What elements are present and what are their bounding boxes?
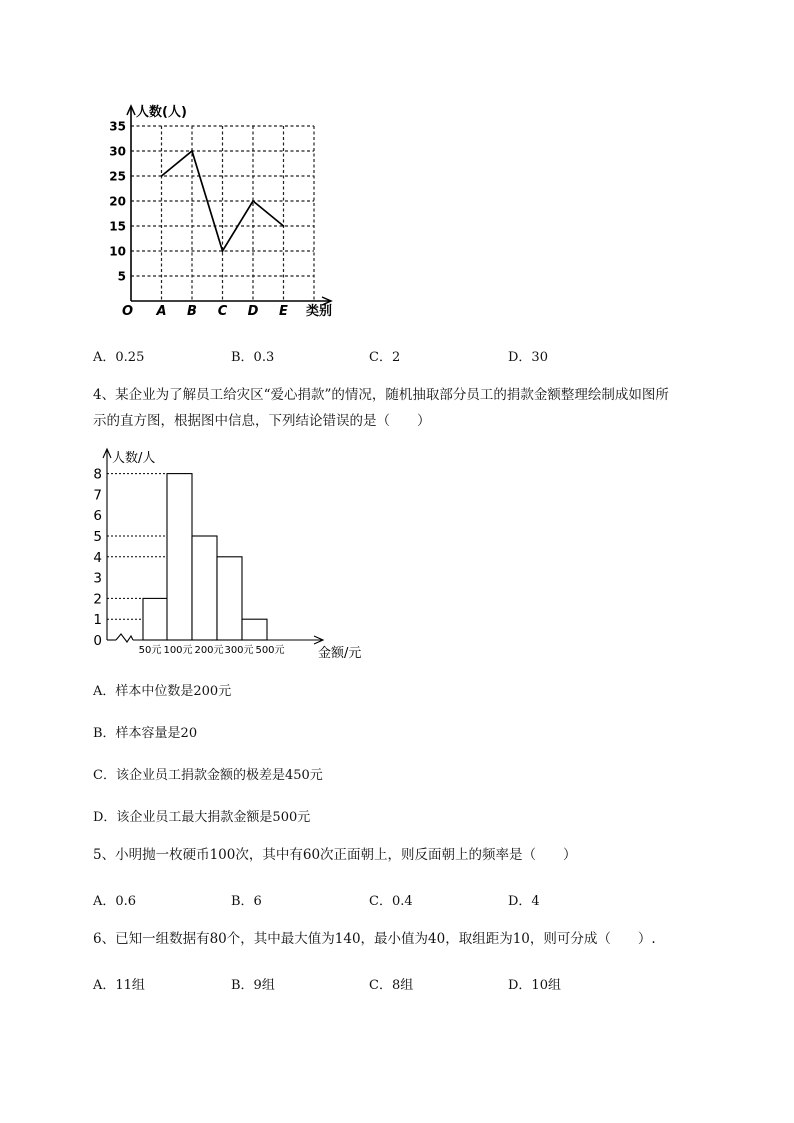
q5-option-c[interactable]: C．0.4 (369, 894, 413, 909)
q4-stem (93, 382, 753, 434)
histogram-bar-2 (192, 536, 217, 640)
q5-option-d[interactable]: D．4 (508, 894, 540, 909)
q6-option-d[interactable]: D．10组 (508, 978, 561, 993)
line-chart-ytick-3: 20 (109, 194, 126, 209)
histogram-xtick-4: 500元 (255, 645, 285, 656)
q5-option-b[interactable]: B．6 (231, 894, 262, 909)
line-chart-xtick-A: A (156, 304, 167, 319)
line-chart-ytick-2: 15 (109, 219, 126, 234)
histogram-ytick-1: 1 (93, 612, 102, 629)
line-chart-point-B (191, 150, 193, 152)
line-chart (100, 95, 350, 325)
line-chart-axes (127, 106, 331, 305)
q6-option-a[interactable]: A．11组 (93, 978, 145, 993)
q3-option-a[interactable]: A．0.25 (93, 350, 145, 365)
line-chart-ytick-6: 35 (109, 119, 126, 134)
q3-option-b[interactable]: B．0.3 (231, 350, 275, 365)
histogram-ytick-0: 0 (93, 633, 102, 649)
q6-option-b[interactable]: B．9组 (231, 978, 275, 993)
q5-stem: 5、小明抛一枚硬币100次，其中有60次正面朝上，则反面朝上的频率是（ ） (93, 847, 577, 863)
q5-option-a[interactable]: A．0.6 (93, 894, 137, 909)
line-chart-xtick-E: E (279, 304, 288, 319)
q4-stem-line2: 示的直方图，根据图中信息，下列结论错误的是（ ） (93, 413, 431, 429)
q4-option-d[interactable]: D．该企业员工最大捐款金额是500元 (93, 810, 311, 825)
q4-option-c[interactable]: C．该企业员工捐款金额的极差是450元 (93, 768, 323, 783)
histogram-bar-3 (217, 557, 242, 640)
histogram-ytick-3: 3 (93, 570, 102, 587)
q3-option-c[interactable]: C．2 (369, 350, 401, 365)
q3-option-d[interactable]: D．30 (508, 350, 548, 365)
line-chart-xlabel: 类别 (306, 304, 333, 319)
line-chart-xtick-D: D (247, 304, 259, 319)
q4-stem-line1: 4、某企业为了解员工给灾区“爱心捐款”的情况，随机抽取部分员工的捐款金额整理绘制成如图所 (93, 387, 669, 403)
histogram-xtick-1: 100元 (163, 645, 193, 656)
line-chart-point-E (283, 225, 285, 227)
histogram-xtick-2: 200元 (194, 645, 224, 656)
histogram-ytick-5: 5 (93, 529, 102, 545)
line-chart-point-A (161, 175, 163, 177)
histogram-xtick-3: 300元 (224, 645, 254, 656)
q6-option-c[interactable]: C．8组 (369, 978, 414, 993)
line-chart-ytick-1: 10 (109, 244, 126, 259)
line-chart-origin: O (122, 304, 134, 319)
line-chart-ytick-4: 25 (109, 169, 126, 184)
line-chart-point-D (252, 200, 254, 202)
histogram-ytick-4: 4 (93, 549, 102, 566)
histogram-bar-1 (167, 474, 192, 640)
line-chart-ytick-5: 30 (109, 144, 126, 159)
q4-option-b[interactable]: B．样本容量是20 (93, 726, 198, 741)
q6-stem: 6、已知一组数据有80个，其中最大值为140，最小值为40，取组距为10，则可分成（ ）. (93, 931, 656, 947)
histogram-ytick-7: 7 (93, 487, 102, 504)
histogram-bar-4 (242, 619, 267, 640)
histogram-chart (86, 446, 376, 666)
histogram-ytick-6: 6 (93, 508, 102, 525)
histogram-bar-0 (143, 598, 168, 640)
histogram-ytick-8: 8 (93, 466, 102, 483)
histogram-axis-break (116, 634, 133, 642)
q4-option-a[interactable]: A．样本中位数是200元 (93, 684, 232, 699)
line-chart-xtick-B: B (187, 304, 197, 319)
line-chart-grid (131, 126, 314, 301)
line-chart-point-C (222, 250, 224, 252)
histogram-xlabel: 金额/元 (318, 646, 362, 661)
line-chart-ylabel: 人数(人) (136, 105, 187, 120)
line-chart-ytick-0: 5 (117, 269, 126, 284)
histogram-ytick-2: 2 (93, 591, 102, 608)
histogram-ylabel: 人数/人 (112, 451, 156, 466)
histogram-xtick-0: 50元 (138, 645, 162, 656)
line-chart-xtick-C: C (217, 304, 228, 319)
